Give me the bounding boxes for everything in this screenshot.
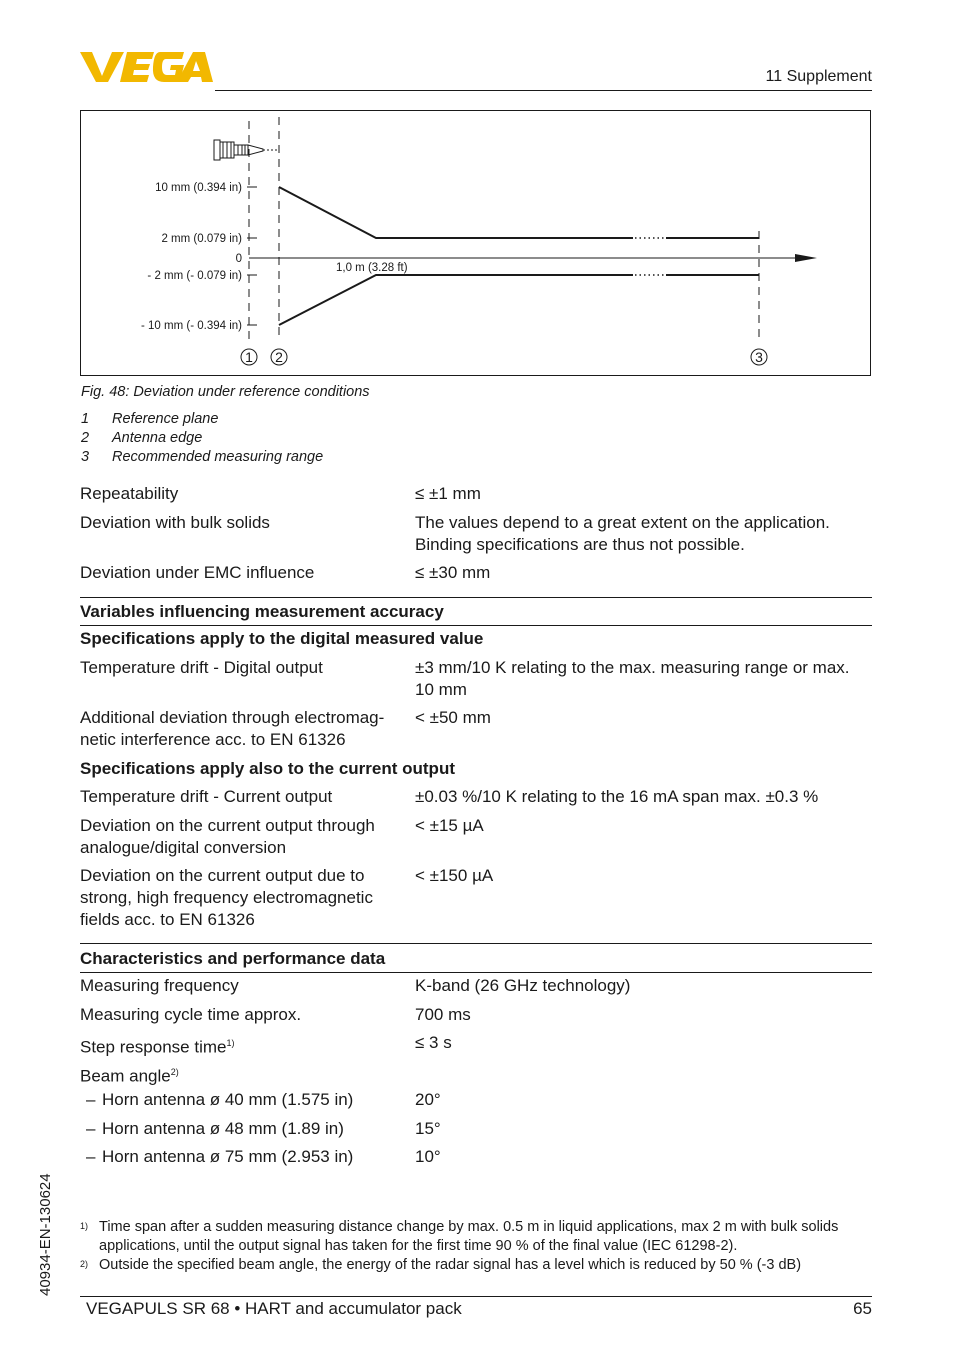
vega-logo — [80, 50, 215, 84]
legend-item: 3 Recommended measuring range — [81, 449, 324, 465]
y-label-minus-10mm: - 10 mm (- 0.394 in) — [141, 320, 242, 332]
footnote-ref-1: 1) — [226, 1038, 235, 1048]
x-annotation: 1,0 m (3.28 ft) — [336, 262, 408, 274]
antenna-icon — [214, 140, 279, 160]
page-number: 65 — [853, 1299, 872, 1318]
x-axis-arrow — [795, 254, 817, 262]
marker-3: 3 — [755, 349, 763, 365]
deviation-diagram — [81, 111, 872, 377]
figure-caption: Fig. 48: Deviation under reference conditions — [81, 384, 370, 400]
header-rule — [215, 90, 872, 91]
y-label-2mm: 2 mm (0.079 in) — [161, 233, 242, 245]
section-title: 11 Supplement — [765, 68, 872, 85]
section-variables-title: Variables influencing measurement accuracy — [80, 602, 444, 621]
section-characteristics-title: Characteristics and performance data — [80, 949, 386, 968]
legend-item: 2 Antenna edge — [81, 430, 203, 446]
figure-box — [80, 110, 871, 376]
y-label-minus-2mm: - 2 mm (- 0.079 in) — [147, 270, 242, 282]
y-label-10mm: 10 mm (0.394 in) — [155, 182, 242, 194]
lower-deviation-curve — [279, 275, 633, 325]
marker-1: 1 — [245, 349, 253, 365]
legend-item: 1 Reference plane — [81, 411, 219, 427]
subsection-current-title: Specifications apply also to the current output — [80, 759, 455, 778]
document-code: 40934-EN-130624 — [37, 1173, 54, 1296]
y-label-0: 0 — [235, 253, 242, 265]
section-rule — [80, 943, 872, 944]
upper-deviation-curve — [279, 187, 633, 238]
footnote-ref-2: 2) — [170, 1067, 179, 1077]
section-rule — [80, 597, 872, 598]
marker-2: 2 — [275, 349, 283, 365]
subsection-digital-title: Specifications apply to the digital measured value — [80, 629, 484, 648]
footer-rule — [80, 1296, 872, 1297]
figure-legend — [81, 410, 323, 467]
section-rule — [80, 972, 872, 973]
footer-document-title: VEGAPULS SR 68 • HART and accumulator pack — [86, 1299, 462, 1318]
section-rule — [80, 625, 872, 626]
